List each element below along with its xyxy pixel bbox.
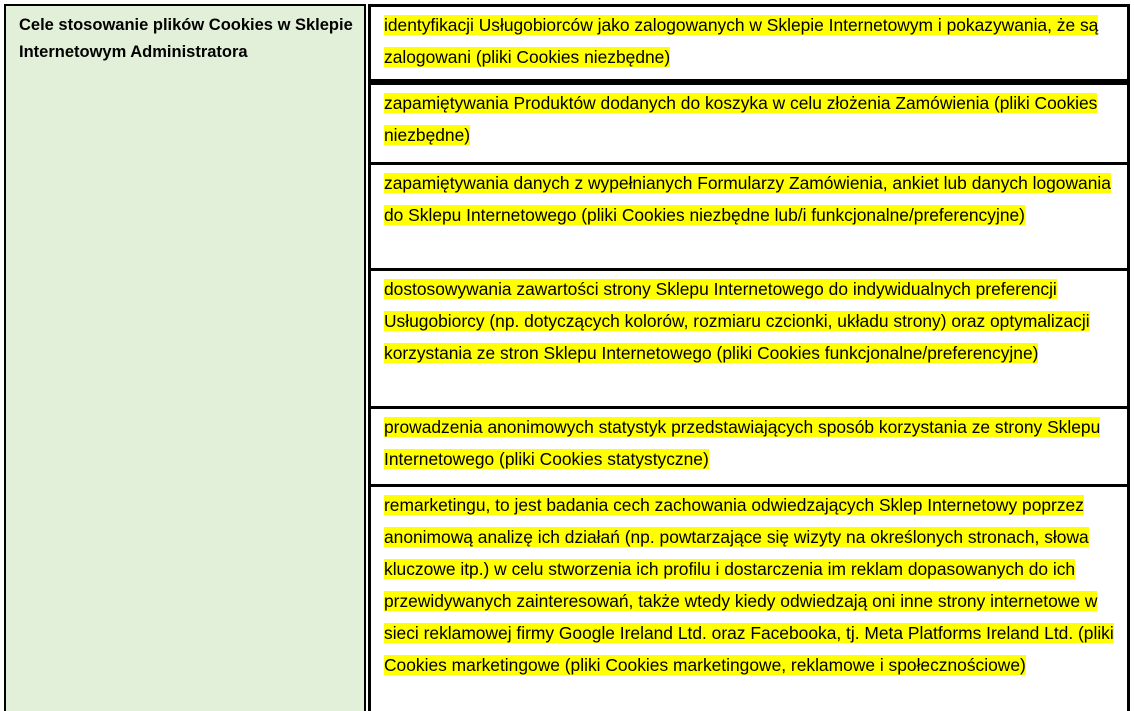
- highlighted-text: zapamiętywania Produktów dodanych do koszyka w celu złożenia Zamówienia (pliki Cookies niezbędne): [384, 93, 1098, 145]
- table-row: [368, 484, 1130, 711]
- row-text: [384, 411, 1119, 475]
- table-row: [368, 82, 1130, 165]
- left-header-cell: [4, 4, 366, 711]
- row-text: [384, 489, 1119, 681]
- row-text: [384, 273, 1119, 369]
- table-row: [368, 162, 1130, 271]
- table-row: [368, 268, 1130, 409]
- row-text: [384, 9, 1119, 73]
- highlighted-text: remarketingu, to jest badania cech zachowania odwiedzających Sklep Internetowy poprzez anonimową analizę ich działań (np. powtarzające się wizyty na określonych stronach, słowa kluczowe itp.) w celu stworzenia ich profilu i dostarczenia im reklam dopasowanych do ich przewidywanych zainteresowań, także wtedy kiedy odwiedzają oni inne strony internetowe w sieci reklamowej firmy Google Ireland Ltd. oraz Facebooka, tj. Meta Platforms Ireland Ltd. (pliki Cookies marketingowe (pliki Cookies marketingowe, reklamowe i społecznościowe): [384, 495, 1114, 675]
- table-row: [368, 406, 1130, 487]
- highlighted-text: zapamiętywania danych z wypełnianych Formularzy Zamówienia, ankiet lub danych logowania do Sklepu Internetowego (pliki Cookies niezbędne lub/i funkcjonalne/preferencyjne): [384, 173, 1111, 225]
- row-text: [384, 167, 1119, 231]
- left-header-label: Cele stosowanie plików Cookies w Sklepie Internetowym Administratora: [19, 16, 353, 61]
- table-row: [368, 4, 1130, 82]
- highlighted-text: prowadzenia anonimowych statystyk przedstawiających sposób korzystania ze strony Sklepu Internetowego (pliki Cookies statystyczne): [384, 417, 1101, 469]
- highlighted-text: identyfikacji Usługobiorców jako zalogowanych w Sklepie Internetowym i pokazywania, że są zalogowani (pliki Cookies niezbędne): [384, 15, 1099, 67]
- row-text: [384, 87, 1119, 151]
- cookies-purposes-table: [4, 4, 1130, 711]
- highlighted-text: dostosowywania zawartości strony Sklepu Internetowego do indywidualnych preferencji Usługobiorcy (np. dotyczących kolorów, rozmiaru czcionki, układu strony) oraz optymalizacji korzystania ze stron Sklepu Internetowego (pliki Cookies funkcjonalne/preferencyjne): [384, 279, 1090, 363]
- purposes-column: [368, 4, 1130, 711]
